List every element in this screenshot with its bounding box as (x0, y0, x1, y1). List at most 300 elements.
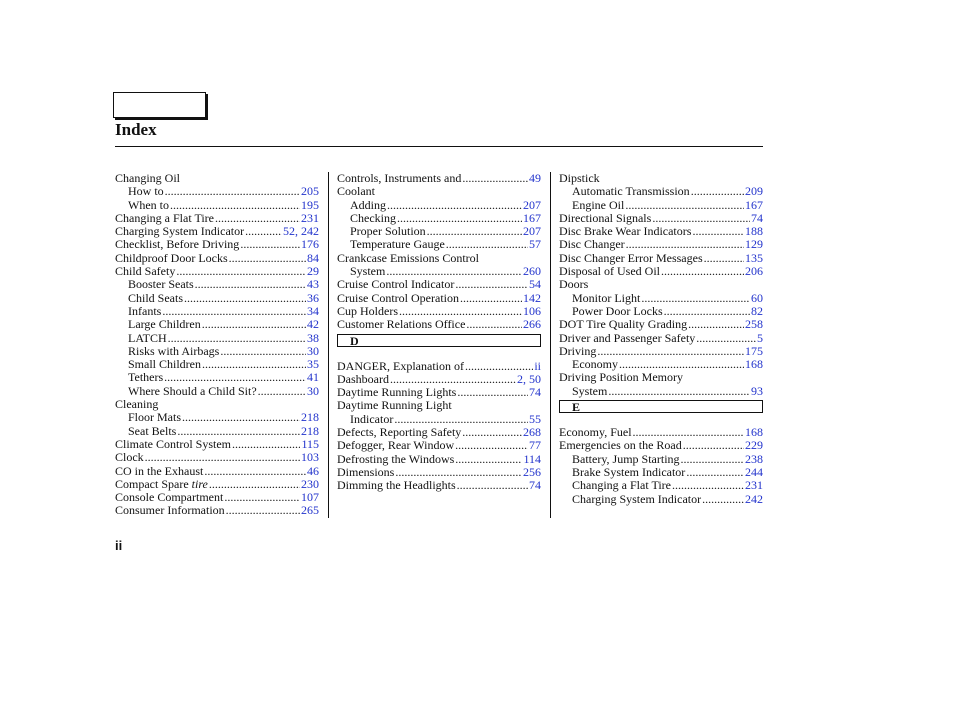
entry-label (572, 292, 640, 305)
entry-label (337, 466, 394, 479)
page-reference-link[interactable]: 207 (523, 224, 541, 239)
entry-label-text: Engine Oil (572, 197, 625, 212)
entry-label (128, 318, 201, 331)
page-reference-link[interactable]: 268 (523, 425, 541, 440)
index-entry (337, 318, 541, 331)
entry-label-text: DOT Tire Quality Grading (559, 317, 688, 332)
entry-label-text: Console Compartment (115, 490, 224, 505)
leader-dots (460, 292, 522, 305)
index-entry (337, 426, 541, 439)
entry-label-text: Doors (559, 277, 589, 292)
entry-label (115, 212, 214, 225)
title-rule (115, 146, 763, 147)
entry-label-text: Large Children (128, 317, 201, 332)
leader-dots (455, 453, 522, 466)
entry-label-text: Customer Relations Office (337, 317, 466, 332)
leader-dots (619, 358, 744, 371)
leader-dots (204, 465, 306, 478)
index-column-1 (115, 172, 319, 518)
page-reference-link[interactable]: 41 (307, 370, 319, 385)
page-reference-link[interactable]: 30 (307, 383, 319, 398)
entry-label (115, 478, 208, 491)
entry-label-text: Temperature Gauge (350, 237, 445, 252)
page-reference-link[interactable]: 77 (529, 438, 541, 453)
entry-label-text: Changing a Flat Tire (572, 478, 672, 493)
index-subentry (115, 318, 319, 331)
entry-label-text: Proper Solution (350, 224, 426, 239)
page-reference-link[interactable]: 34 (307, 303, 319, 318)
entry-label-text: Cruise Control Indicator (337, 277, 455, 292)
entry-label (350, 199, 386, 212)
page-reference-link[interactable]: 218 (301, 410, 319, 425)
page-reference-link[interactable]: 265 (301, 503, 319, 518)
page-reference-link[interactable]: 256 (523, 464, 541, 479)
entry-label (337, 439, 454, 452)
entry-label (337, 453, 454, 466)
page-reference-link[interactable]: 35 (307, 357, 319, 372)
entry-label-text: Checklist, Before Driving (115, 237, 240, 252)
index-entry (115, 252, 319, 265)
leader-dots (455, 278, 528, 291)
entry-label (115, 465, 203, 478)
entry-label-text: Defects, Reporting Safety (337, 425, 462, 440)
page-reference-link[interactable]: 106 (523, 303, 541, 318)
index-subentry (559, 199, 763, 212)
index-entry (559, 318, 763, 331)
page-reference-link[interactable]: 188 (745, 224, 763, 239)
page-reference-link[interactable]: 30 (307, 343, 319, 358)
leader-dots (466, 318, 522, 331)
page-reference-link[interactable]: 260 (523, 264, 541, 279)
index-entry (559, 238, 763, 251)
leader-dots (202, 358, 306, 371)
page-title: Index (115, 120, 157, 139)
entry-label-text: Charging System Indicator (115, 224, 245, 239)
entry-label-text: Adding (350, 197, 386, 212)
index-subentry (559, 479, 763, 492)
entry-label-text: Daytime Running Light (337, 398, 452, 413)
entry-label (115, 438, 231, 451)
leader-dots (688, 318, 744, 331)
index-subentry (337, 265, 541, 278)
entry-label (128, 332, 167, 345)
index-subentry (337, 225, 541, 238)
entry-label (337, 426, 461, 439)
index-entry (559, 371, 763, 384)
page-reference-link[interactable]: 114 (523, 451, 541, 466)
page-reference-link[interactable]: 242 (745, 491, 763, 506)
entry-label-text: Dashboard (337, 371, 389, 386)
leader-dots (170, 199, 300, 212)
entry-label-text: Dimensions (337, 464, 395, 479)
page-reference-link[interactable]: 175 (745, 343, 763, 358)
entry-label (572, 305, 663, 318)
entry-label (337, 172, 461, 185)
page-reference-link[interactable]: 55 (529, 411, 541, 426)
entry-label (115, 265, 175, 278)
entry-label (559, 332, 695, 345)
entry-label (337, 318, 465, 331)
entry-label (115, 238, 239, 251)
page-reference-link[interactable]: 231 (301, 210, 319, 225)
leader-dots (232, 438, 300, 451)
leader-dots (661, 265, 744, 278)
entry-label-text: Charging System Indicator (572, 491, 702, 506)
entry-label-text: Monitor Light (572, 290, 641, 305)
index-entry (115, 238, 319, 251)
page-reference-link[interactable]: 115 (301, 436, 319, 451)
leader-dots (258, 385, 306, 398)
entry-label (115, 172, 180, 185)
index-subentry (559, 292, 763, 305)
leader-dots (397, 212, 522, 225)
index-subentry (559, 385, 763, 398)
entry-label-text: Economy, Fuel (559, 425, 632, 440)
page-reference-link[interactable]: 195 (301, 197, 319, 212)
index-entry (337, 466, 541, 479)
leader-dots (702, 493, 744, 506)
entry-label (559, 439, 682, 452)
entry-label (559, 172, 600, 185)
entry-label-text: Controls, Instruments and (337, 171, 462, 185)
entry-label-text: Cruise Control Operation (337, 290, 459, 305)
entry-label (115, 491, 223, 504)
page-reference-link[interactable]: 42 (307, 317, 319, 332)
entry-label (337, 360, 464, 373)
index-entry (115, 504, 319, 517)
entry-label (572, 493, 701, 506)
entry-label (559, 238, 625, 251)
entry-label (115, 398, 158, 411)
index-subentry (337, 238, 541, 251)
page-reference-link[interactable]: 84 (307, 250, 319, 265)
page-reference-link[interactable]: 103 (301, 450, 319, 465)
leader-dots (215, 212, 300, 225)
index-entry (559, 252, 763, 265)
entry-label-text: Consumer Information (115, 503, 225, 518)
index-entry (559, 172, 763, 185)
page-reference-link[interactable]: 176 (301, 237, 319, 252)
index-entry (115, 265, 319, 278)
index-entry (559, 265, 763, 278)
leader-dots (168, 332, 306, 345)
page-reference-link[interactable]: 38 (307, 330, 319, 345)
page-reference-link[interactable]: 60 (751, 290, 763, 305)
index-entry (337, 479, 541, 492)
index-entry (559, 332, 763, 345)
page-reference-link[interactable]: 29 (307, 264, 319, 279)
leader-dots (387, 199, 522, 212)
index-subentry (115, 358, 319, 371)
page-reference-link[interactable]: 36 (307, 290, 319, 305)
page-reference-link[interactable]: 74 (751, 210, 763, 225)
leader-dots (704, 252, 744, 265)
index-entry (115, 451, 319, 464)
page-reference-link[interactable]: 207 (523, 197, 541, 212)
index-subentry (559, 466, 763, 479)
index-entry (337, 399, 541, 412)
index-subentry (559, 453, 763, 466)
entry-label-text: Automatic Transmission (572, 184, 690, 199)
page-reference-link[interactable]: 168 (745, 425, 763, 440)
entry-label (559, 278, 588, 291)
leader-dots (176, 265, 306, 278)
entry-label-text: Floor Mats (128, 410, 182, 425)
index-entry (337, 172, 541, 185)
leader-dots (633, 426, 744, 439)
entry-label-text: Changing a Flat Tire (115, 210, 215, 225)
page-reference-link[interactable]: 258 (745, 317, 763, 332)
leader-dots (184, 292, 306, 305)
page-reference-link[interactable]: 206 (745, 264, 763, 279)
page-reference-link[interactable]: 82 (751, 303, 763, 318)
index-entry (559, 439, 763, 452)
leader-dots (195, 278, 306, 291)
leader-dots (683, 439, 744, 452)
leader-dots (691, 185, 744, 198)
entry-label (350, 238, 445, 251)
entry-label-text: Directional Signals (559, 210, 652, 225)
index-subentry (115, 278, 319, 291)
index-subentry (337, 212, 541, 225)
entry-label-text: Dimming the Headlights (337, 478, 456, 493)
entry-label-text: Driving Position Memory (559, 370, 684, 385)
leader-dots (427, 225, 522, 238)
leader-dots (608, 385, 750, 398)
entry-label (128, 278, 194, 291)
entry-label-text: Checking (350, 210, 396, 225)
leader-dots (224, 491, 300, 504)
entry-label-text: System (572, 383, 608, 398)
entry-label (128, 385, 257, 398)
leader-dots (641, 292, 750, 305)
entry-label-text: Child Seats (128, 290, 184, 305)
leader-dots (162, 305, 306, 318)
entry-label-text: Booster Seats (128, 277, 194, 292)
entry-label-text: Changing Oil (115, 171, 180, 185)
entry-label-text: Crankcase Emissions Control (337, 250, 479, 265)
entry-label (559, 345, 596, 358)
entry-label-text: Small Children (128, 357, 201, 372)
entry-label (572, 185, 690, 198)
entry-label (337, 185, 375, 198)
index-entry (337, 373, 541, 386)
entry-label (559, 318, 687, 331)
leader-dots (465, 360, 533, 373)
index-entry (559, 278, 763, 291)
page-reference-link[interactable]: 266 (523, 317, 541, 332)
entry-label-text: Disposal of Used Oil (559, 264, 660, 279)
index-subentry (115, 385, 319, 398)
page-reference-link[interactable]: 43 (307, 277, 319, 292)
index-subentry (559, 493, 763, 506)
entry-label (572, 466, 685, 479)
index-subentry (115, 292, 319, 305)
entry-label (128, 185, 164, 198)
page-reference-link[interactable]: 46 (307, 463, 319, 478)
page-reference-link[interactable]: 230 (301, 476, 319, 491)
leader-dots (240, 238, 300, 251)
page-reference-link[interactable]: 93 (751, 383, 763, 398)
page-reference-link[interactable]: 74 (529, 478, 541, 493)
page-reference-link[interactable]: 167 (523, 210, 541, 225)
entry-label-text: Climate Control System (115, 436, 231, 451)
leader-dots (457, 386, 528, 399)
entry-label (559, 225, 691, 238)
entry-label-text: Risks with Airbags (128, 343, 220, 358)
entry-label-text: Emergencies on the Road (559, 438, 682, 453)
leader-dots (226, 504, 300, 517)
index-entry (115, 478, 319, 491)
page-reference-link[interactable]: 168 (745, 357, 763, 372)
entry-label (128, 292, 183, 305)
entry-label (559, 252, 703, 265)
page-reference-link[interactable]: 229 (745, 438, 763, 453)
entry-label (115, 252, 228, 265)
leader-dots (245, 225, 282, 238)
page-number: ii (115, 538, 123, 553)
page-reference-link[interactable]: 244 (745, 464, 763, 479)
leader-dots (455, 439, 528, 452)
index-entry (337, 439, 541, 452)
entry-label-text: Tethers (128, 370, 164, 385)
entry-label (115, 451, 144, 464)
page-reference-link[interactable]: 135 (745, 250, 763, 265)
leader-dots (462, 172, 528, 185)
leader-dots (164, 371, 306, 384)
page-reference-link[interactable]: 2, 50 (517, 371, 541, 386)
entry-label-text: Compact Spare (115, 476, 189, 491)
page-reference-link[interactable]: 209 (745, 184, 763, 199)
entry-label (559, 265, 660, 278)
page-reference-link[interactable]: 142 (523, 290, 541, 305)
index-entry (337, 278, 541, 291)
entry-label-text: Economy (572, 357, 618, 372)
entry-label (572, 385, 607, 398)
entry-label-text: Where Should a Child Sit? (128, 383, 257, 398)
entry-label (337, 278, 454, 291)
entry-label-text: Indicator (350, 411, 394, 426)
entry-label-text: Infants (128, 303, 162, 318)
entry-label-italic: tire (191, 476, 208, 491)
entry-label-text: Brake System Indicator (572, 464, 686, 479)
page-reference-link[interactable]: 238 (745, 451, 763, 466)
index-subentry (115, 185, 319, 198)
leader-dots (626, 238, 744, 251)
leader-dots (446, 238, 528, 251)
leader-dots (182, 411, 300, 424)
index-entry (559, 212, 763, 225)
entry-label-text: Defogger, Rear Window (337, 438, 455, 453)
index-entry (337, 386, 541, 399)
entry-label (128, 345, 219, 358)
leader-dots (672, 479, 744, 492)
index-entry (115, 438, 319, 451)
column-divider (550, 172, 551, 518)
page-reference-link[interactable]: 231 (745, 478, 763, 493)
page-reference-link[interactable]: 205 (301, 184, 319, 199)
entry-label-text: Clock (115, 450, 144, 465)
leader-dots (177, 425, 300, 438)
entry-label (337, 399, 452, 412)
index-entry (115, 491, 319, 504)
index-subentry (115, 305, 319, 318)
entry-label-text: Power Door Locks (572, 303, 663, 318)
index-entry (559, 225, 763, 238)
page-reference-link[interactable]: 107 (301, 490, 319, 505)
entry-label-text: Driving (559, 343, 597, 358)
page-reference-link[interactable]: 167 (745, 197, 763, 212)
index-subentry (115, 345, 319, 358)
entry-label (350, 265, 385, 278)
page-reference-link[interactable]: 5 (757, 330, 763, 345)
index-column-3 (559, 172, 763, 506)
leader-dots (652, 212, 750, 225)
column-divider (328, 172, 329, 518)
leader-dots (394, 413, 528, 426)
entry-label (350, 212, 396, 225)
leader-dots (625, 199, 744, 212)
entry-label-text: LATCH (128, 330, 167, 345)
entry-label-text: Childproof Door Locks (115, 250, 228, 265)
entry-label-text: Disc Brake Wear Indicators (559, 224, 692, 239)
leader-dots (696, 332, 756, 345)
page-reference-link[interactable]: 49 (529, 171, 541, 185)
entry-label (572, 453, 680, 466)
entry-label-text: When to (128, 197, 169, 212)
index-entry (337, 360, 541, 373)
page-reference-link[interactable]: 52, 242 (283, 224, 319, 239)
entry-label (559, 212, 651, 225)
section-header: D (337, 334, 541, 347)
entry-label-text: Driver and Passenger Safety (559, 330, 696, 345)
leader-dots (681, 453, 744, 466)
entry-label (350, 225, 426, 238)
leader-dots (597, 345, 744, 358)
index-subentry (559, 305, 763, 318)
page-reference-link[interactable]: 54 (529, 277, 541, 292)
entry-label (128, 425, 176, 438)
index-entry (559, 345, 763, 358)
entry-label-text: System (350, 264, 386, 279)
page-reference-link[interactable]: 74 (529, 385, 541, 400)
page-reference-link[interactable]: ii (534, 358, 541, 373)
leader-dots (390, 373, 516, 386)
entry-label (337, 305, 398, 318)
entry-label-text: Child Safety (115, 264, 176, 279)
page-reference-link[interactable]: 129 (745, 237, 763, 252)
entry-label-text: Seat Belts (128, 423, 177, 438)
index-entry (115, 225, 319, 238)
leader-dots (692, 225, 744, 238)
page-reference-link[interactable]: 57 (529, 237, 541, 252)
entry-label (128, 371, 163, 384)
entry-label (337, 373, 389, 386)
leader-dots (395, 466, 522, 479)
index-subentry (337, 413, 541, 426)
index-subentry (115, 411, 319, 424)
index-entry (337, 292, 541, 305)
index-subentry (337, 199, 541, 212)
index-subentry (115, 425, 319, 438)
leader-dots (202, 318, 306, 331)
leader-dots (686, 466, 744, 479)
entry-label-text: How to (128, 184, 164, 199)
leader-dots (220, 345, 306, 358)
entry-label-text: DANGER, Explanation of (337, 358, 464, 373)
page-reference-link[interactable]: 218 (301, 423, 319, 438)
entry-label (128, 411, 181, 424)
